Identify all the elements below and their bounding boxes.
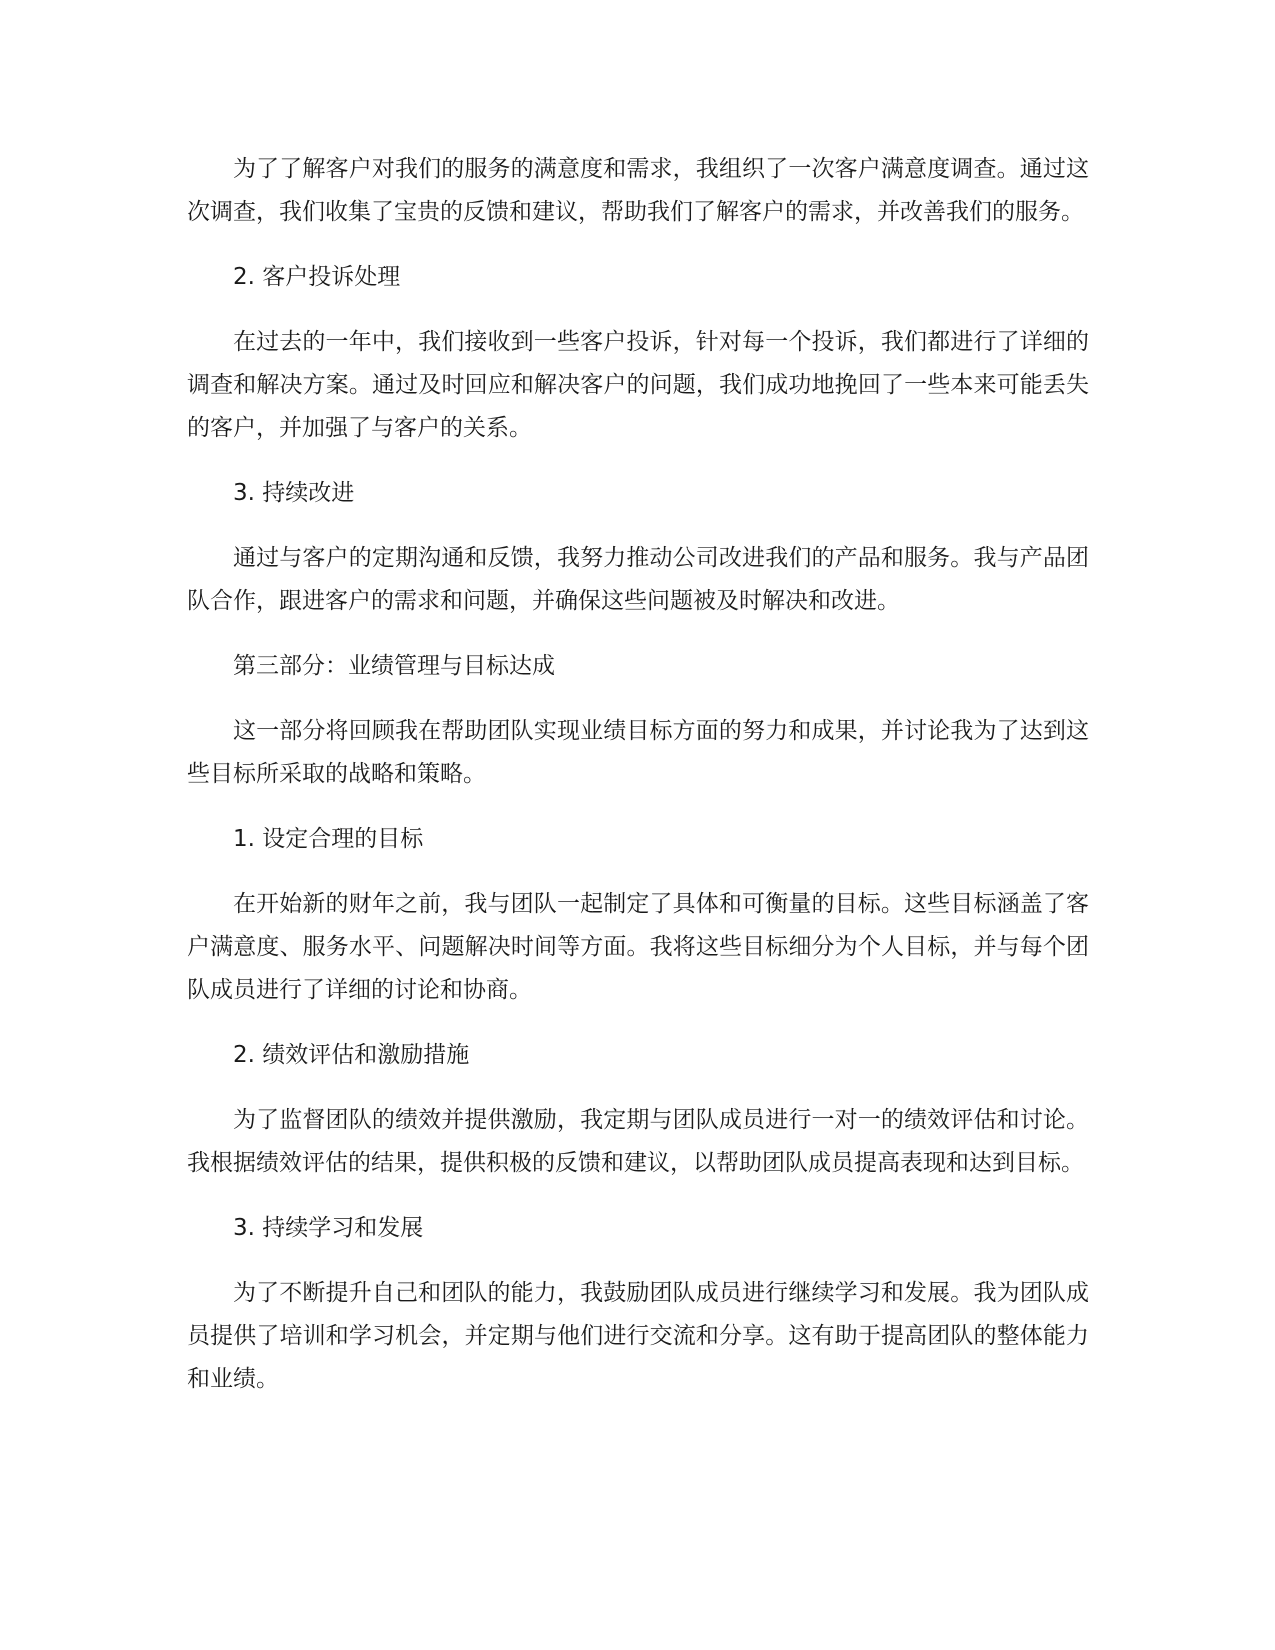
paragraph-improvement: 通过与客户的定期沟通和反馈，我努力推动公司改进我们的产品和服务。我与产品团队合作，跟进客户的需求和问题，并确保这些问题被及时解决和改进。 (187, 545, 1089, 614)
paragraph-complaints: 在过去的一年中，我们接收到一些客户投诉，针对每一个投诉，我们都进行了详细的调查和解决方案。通过及时回应和解决客户的问题，我们成功地挽回了一些本来可能丢失的客户，并加强了与客户的关系。 (187, 329, 1089, 441)
paragraph-performance-intro: 这一部分将回顾我在帮助团队实现业绩目标方面的努力和成果，并讨论我为了达到这些目标所采取的战略和策略。 (187, 718, 1089, 787)
paragraph-goals: 在开始新的财年之前，我与团队一起制定了具体和可衡量的目标。这些目标涵盖了客户满意度、服务水平、问题解决时间等方面。我将这些目标细分为个人目标，并与每个团队成员进行了详细的讨论和协商。 (187, 891, 1089, 1003)
paragraph-learning: 为了不断提升自己和团队的能力，我鼓励团队成员进行继续学习和发展。我为团队成员提供了培训和学习机会，并定期与他们进行交流和分享。这有助于提高团队的整体能力和业绩。 (187, 1280, 1089, 1392)
section-heading-goals: 1. 设定合理的目标 (233, 826, 424, 852)
paragraph-survey: 为了了解客户对我们的服务的满意度和需求，我组织了一次客户满意度调查。通过这次调查，我们收集了宝贵的反馈和建议，帮助我们了解客户的需求，并改善我们的服务。 (187, 156, 1089, 225)
paragraph-evaluation: 为了监督团队的绩效并提供激励，我定期与团队成员进行一对一的绩效评估和讨论。我根据绩效评估的结果，提供积极的反馈和建议，以帮助团队成员提高表现和达到目标。 (187, 1107, 1089, 1176)
section-heading-evaluation: 2. 绩效评估和激励措施 (233, 1042, 470, 1068)
part-heading-performance: 第三部分：业绩管理与目标达成 (233, 653, 555, 679)
section-heading-complaints: 2. 客户投诉处理 (233, 264, 401, 290)
section-heading-learning: 3. 持续学习和发展 (233, 1215, 424, 1241)
document-body (187, 148, 1089, 1423)
section-heading-improvement: 3. 持续改进 (233, 480, 355, 506)
